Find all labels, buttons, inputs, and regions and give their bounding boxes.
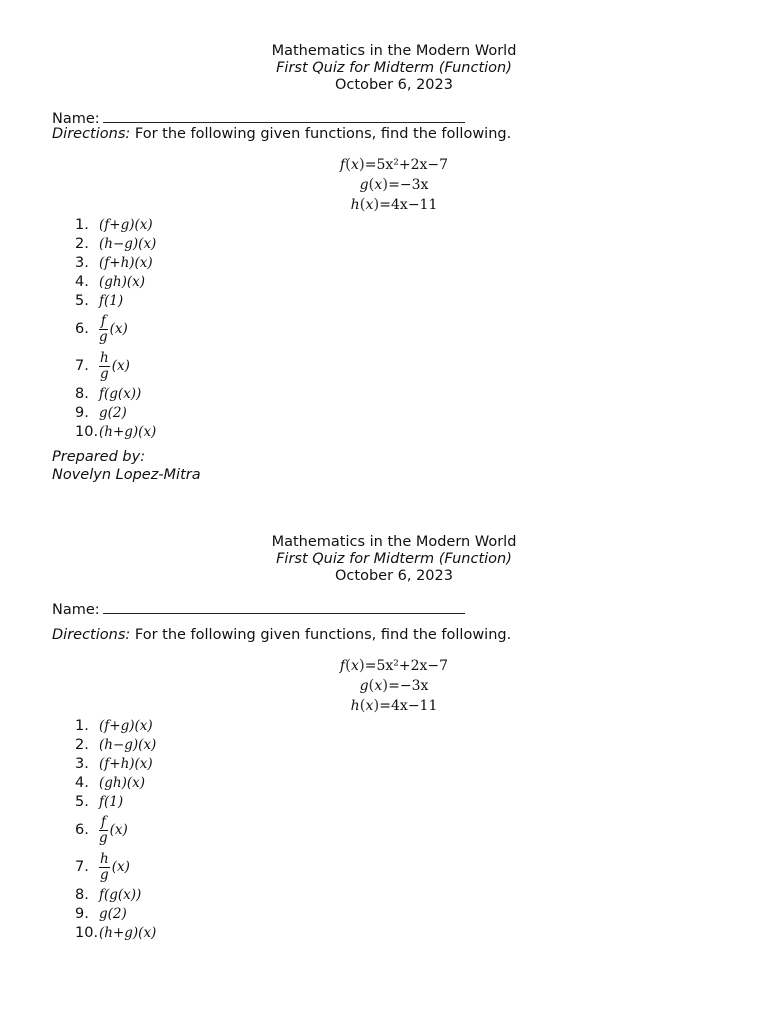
quiz-date: October 6, 2023 (335, 568, 453, 584)
question-list (75, 216, 156, 442)
quiz-title: First Quiz for Midterm (Function) (276, 551, 512, 567)
list-item: 7. $\frac{h}{g}$ (x) (75, 850, 130, 883)
list-item: 5. f(1) (75, 794, 124, 810)
list-item: 8. f(g(x)) (75, 386, 142, 402)
list-item: 7. $\frac{h}{g}$ (x) (75, 349, 130, 382)
directions-label: Directions: (52, 126, 131, 142)
fraction: $\frac{f}{g}$ (99, 813, 108, 846)
function-g: g(x)=−3x (359, 676, 429, 694)
name-blank-line (103, 109, 465, 123)
course-title: Mathematics in the Modern World (271, 534, 517, 550)
directions (52, 126, 511, 143)
function-h: h(x)=4x−11 (350, 195, 438, 213)
function-g: g(x)=−3x (359, 175, 429, 193)
quiz-date: October 6, 2023 (335, 77, 453, 93)
name-blank-line (103, 600, 465, 614)
list-item: 4. (gh)(x) (75, 775, 146, 791)
fraction: $\frac{h}{g}$ (100, 349, 109, 382)
directions-text: For the following given functions, find the following. (130, 627, 512, 643)
question-list (75, 717, 156, 943)
directions-label: Directions: (52, 627, 131, 643)
list-item: 10.(h+g)(x) (75, 424, 157, 440)
list-item: 6. $\frac{f}{g}$ (x) (75, 312, 128, 345)
fraction: $\frac{h}{g}$ (100, 850, 109, 883)
list-item: 9. g(2) (75, 405, 127, 421)
function-f: f(x)=5x²+2x−7 (339, 656, 449, 674)
fraction: $\frac{f}{g}$ (99, 312, 108, 345)
list-item: 10.(h+g)(x) (75, 925, 157, 941)
name-field-row (52, 600, 465, 619)
directions-text: For the following given functions, find the following. (130, 126, 512, 142)
list-item: 1. (f+g)(x) (75, 217, 153, 233)
list-item: 2. (h−g)(x) (75, 236, 157, 252)
list-item: 3. (f+h)(x) (75, 255, 153, 271)
preparer-name: Novelyn Lopez-Mitra (52, 467, 201, 483)
quiz-title: First Quiz for Midterm (Function) (276, 60, 512, 76)
name-label: Name: (52, 602, 100, 618)
course-title: Mathematics in the Modern World (271, 43, 517, 59)
function-h: h(x)=4x−11 (350, 696, 438, 714)
name-label: Name: (52, 111, 100, 127)
list-item: 4. (gh)(x) (75, 274, 146, 290)
function-f: f(x)=5x²+2x−7 (339, 155, 449, 173)
list-item: 5. f(1) (75, 293, 124, 309)
directions (52, 627, 511, 644)
list-item: 3. (f+h)(x) (75, 756, 153, 772)
list-item: 1. (f+g)(x) (75, 718, 153, 734)
list-item: 2. (h−g)(x) (75, 737, 157, 753)
list-item: 9. g(2) (75, 906, 127, 922)
list-item: 8. f(g(x)) (75, 887, 142, 903)
prepared-by-label: Prepared by: (52, 449, 146, 465)
list-item: 6. $\frac{f}{g}$ (x) (75, 813, 128, 846)
